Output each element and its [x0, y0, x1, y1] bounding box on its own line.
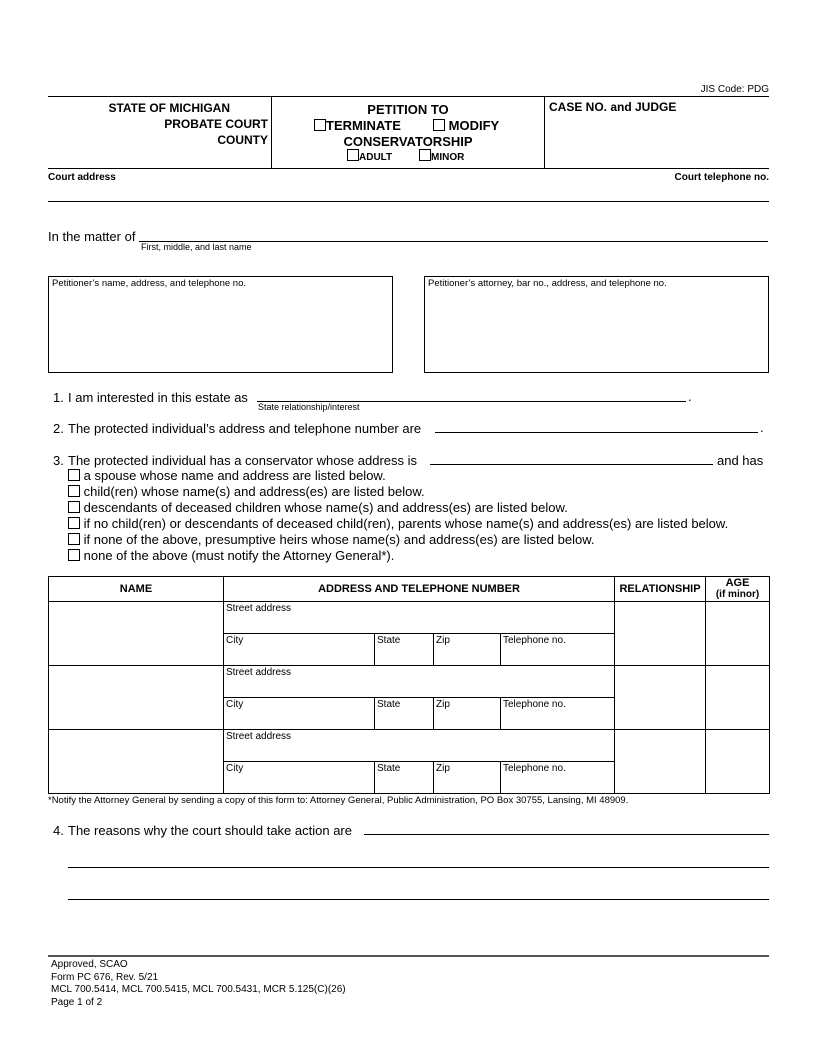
option-descendants-label: descendants of deceased children whose name(s) and address(es) are listed below. — [83, 500, 568, 515]
option-parents-checkbox[interactable] — [68, 517, 80, 529]
item4-text: The reasons why the court should take action are — [68, 823, 352, 838]
terminate-label: TERMINATE — [326, 118, 401, 133]
minor-option[interactable] — [419, 149, 464, 163]
name-cell[interactable] — [49, 730, 224, 794]
terminate-checkbox[interactable] — [314, 119, 326, 131]
street-cell[interactable] — [224, 730, 615, 762]
footer-block — [51, 959, 346, 1009]
item4-field-line-3[interactable] — [68, 899, 769, 900]
option-parents[interactable] — [68, 516, 728, 532]
zip-cell[interactable] — [434, 634, 501, 666]
street-label: Street address — [226, 603, 292, 614]
attorney-box-label: Petitioner’s attorney, bar no., address, and telephone no. — [428, 278, 667, 289]
petition-title: PETITION TO — [367, 102, 449, 117]
header-bottom-rule — [48, 168, 769, 169]
city-cell[interactable] — [224, 634, 375, 666]
zip-cell[interactable] — [434, 698, 501, 730]
relationship-cell[interactable] — [615, 666, 706, 730]
telephone-cell[interactable] — [501, 634, 615, 666]
item2-text: The protected individual’s address and telephone number are — [68, 421, 422, 436]
item2-field[interactable] — [435, 432, 758, 433]
city-cell[interactable] — [224, 762, 375, 794]
option-none-label: none of the above (must notify the Attorney General*). — [83, 548, 395, 563]
option-heirs[interactable] — [68, 532, 728, 548]
option-heirs-checkbox[interactable] — [68, 533, 80, 545]
item3-options — [68, 468, 728, 564]
col-address-header: ADDRESS AND TELEPHONE NUMBER — [224, 577, 615, 602]
zip-cell[interactable] — [434, 762, 501, 794]
attorney-box[interactable] — [424, 276, 769, 373]
state-cell[interactable] — [375, 762, 434, 794]
minor-checkbox[interactable] — [419, 149, 431, 161]
zip-label: Zip — [436, 635, 450, 646]
item4-number: 4. — [53, 823, 64, 838]
telephone-label: Telephone no. — [503, 699, 566, 710]
item1-text: I am interested in this estate as — [68, 390, 248, 405]
col-relationship-header: RELATIONSHIP — [615, 577, 706, 602]
name-cell[interactable] — [49, 602, 224, 666]
court-type: PROBATE COURT — [164, 117, 268, 131]
petitioner-box[interactable] — [48, 276, 393, 373]
street-cell[interactable] — [224, 666, 615, 698]
table-header-row — [49, 577, 770, 602]
item1-end: . — [688, 389, 692, 404]
state-cell[interactable] — [375, 698, 434, 730]
item3-number: 3. — [53, 453, 64, 468]
minor-label: MINOR — [431, 152, 465, 163]
zip-label: Zip — [436, 763, 450, 774]
item2-number: 2. — [53, 421, 64, 436]
telephone-label: Telephone no. — [503, 635, 566, 646]
option-spouse-label: a spouse whose name and address are listed below. — [83, 468, 386, 483]
item2-end: . — [760, 420, 764, 435]
street-cell[interactable] — [224, 602, 615, 634]
county-label: COUNTY — [217, 133, 268, 147]
court-address-rule[interactable] — [48, 201, 769, 202]
footer-form: Form PC 676, Rev. 5/21 — [51, 971, 159, 983]
item1-number: 1. — [53, 390, 64, 405]
name-cell[interactable] — [49, 666, 224, 730]
telephone-label: Telephone no. — [503, 763, 566, 774]
table-row — [49, 666, 770, 698]
option-children-label: child(ren) whose name(s) and address(es) are listed below. — [83, 484, 425, 499]
relationship-cell[interactable] — [615, 602, 706, 666]
col-age-header — [706, 577, 770, 602]
footer-approved: Approved, SCAO — [51, 959, 128, 970]
case-number-label: CASE NO. and JUDGE — [549, 100, 677, 114]
street-label: Street address — [226, 667, 292, 678]
option-none-checkbox[interactable] — [68, 549, 80, 561]
option-none[interactable] — [68, 548, 728, 564]
court-name-block — [48, 100, 268, 148]
item1-sublabel: State relationship/interest — [258, 402, 360, 412]
court-address-label: Court address — [48, 172, 116, 183]
city-cell[interactable] — [224, 698, 375, 730]
telephone-cell[interactable] — [501, 762, 615, 794]
option-spouse-checkbox[interactable] — [68, 469, 80, 481]
modify-option[interactable] — [433, 118, 499, 133]
conservatorship-title: CONSERVATORSHIP — [343, 134, 473, 149]
item4-field-line-1[interactable] — [364, 834, 769, 835]
item3-end: and has — [717, 453, 764, 468]
table-row — [49, 602, 770, 634]
col-age-label: AGE — [725, 577, 750, 589]
header-top-rule — [48, 96, 769, 97]
state-label: State — [377, 635, 401, 646]
city-label: City — [226, 635, 244, 646]
col-name-header: NAME — [49, 577, 224, 602]
terminate-option[interactable] — [314, 118, 401, 133]
item4-field-line-2[interactable] — [68, 867, 769, 868]
matter-label: In the matter of — [48, 229, 136, 244]
jis-code: JIS Code: PDG — [700, 84, 769, 95]
petitioner-box-label: Petitioner’s name, address, and telephone no. — [52, 278, 247, 289]
modify-label: MODIFY — [448, 118, 500, 133]
table-row — [49, 730, 770, 762]
court-telephone-label: Court telephone no. — [674, 172, 769, 183]
option-heirs-label: if none of the above, presumptive heirs whose name(s) and address(es) are listed below. — [83, 532, 595, 547]
interested-persons-table — [48, 576, 770, 794]
adult-checkbox[interactable] — [347, 149, 359, 161]
adult-label: ADULT — [359, 152, 393, 163]
city-label: City — [226, 763, 244, 774]
matter-sublabel: First, middle, and last name — [141, 242, 252, 252]
col-age-sublabel: (if minor) — [715, 589, 760, 600]
relationship-cell[interactable] — [615, 730, 706, 794]
option-children[interactable] — [68, 484, 728, 500]
age-cell[interactable] — [706, 730, 770, 794]
age-cell[interactable] — [706, 666, 770, 730]
header-divider-2 — [544, 96, 545, 169]
street-label: Street address — [226, 731, 292, 742]
city-label: City — [226, 699, 244, 710]
item3-text: The protected individual has a conservator whose address is — [68, 453, 418, 468]
age-cell[interactable] — [706, 602, 770, 666]
telephone-cell[interactable] — [501, 698, 615, 730]
adult-option[interactable] — [347, 149, 392, 163]
footer-mcl: MCL 700.5414, MCL 700.5415, MCL 700.5431, MCR 5.125(C)(26) — [51, 984, 346, 995]
modify-checkbox[interactable] — [433, 119, 445, 131]
option-descendants[interactable] — [68, 500, 728, 516]
option-descendants-checkbox[interactable] — [68, 501, 80, 513]
state-name: STATE OF MICHIGAN — [108, 101, 230, 115]
attorney-general-notice: *Notify the Attorney General by sending a copy of this form to: Attorney General, Public Administration, PO Box 30755, Lansing, MI 48909. — [48, 795, 629, 806]
state-label: State — [377, 699, 401, 710]
zip-label: Zip — [436, 699, 450, 710]
option-children-checkbox[interactable] — [68, 485, 80, 497]
option-spouse[interactable] — [68, 468, 728, 484]
footer-page: Page 1 of 2 — [51, 996, 103, 1008]
state-cell[interactable] — [375, 634, 434, 666]
item3-field[interactable] — [430, 464, 713, 465]
state-label: State — [377, 763, 401, 774]
footer-rule — [48, 955, 769, 957]
option-parents-label: if no child(ren) or descendants of deceased child(ren), parents whose name(s) and address(es) are listed below. — [83, 516, 729, 531]
